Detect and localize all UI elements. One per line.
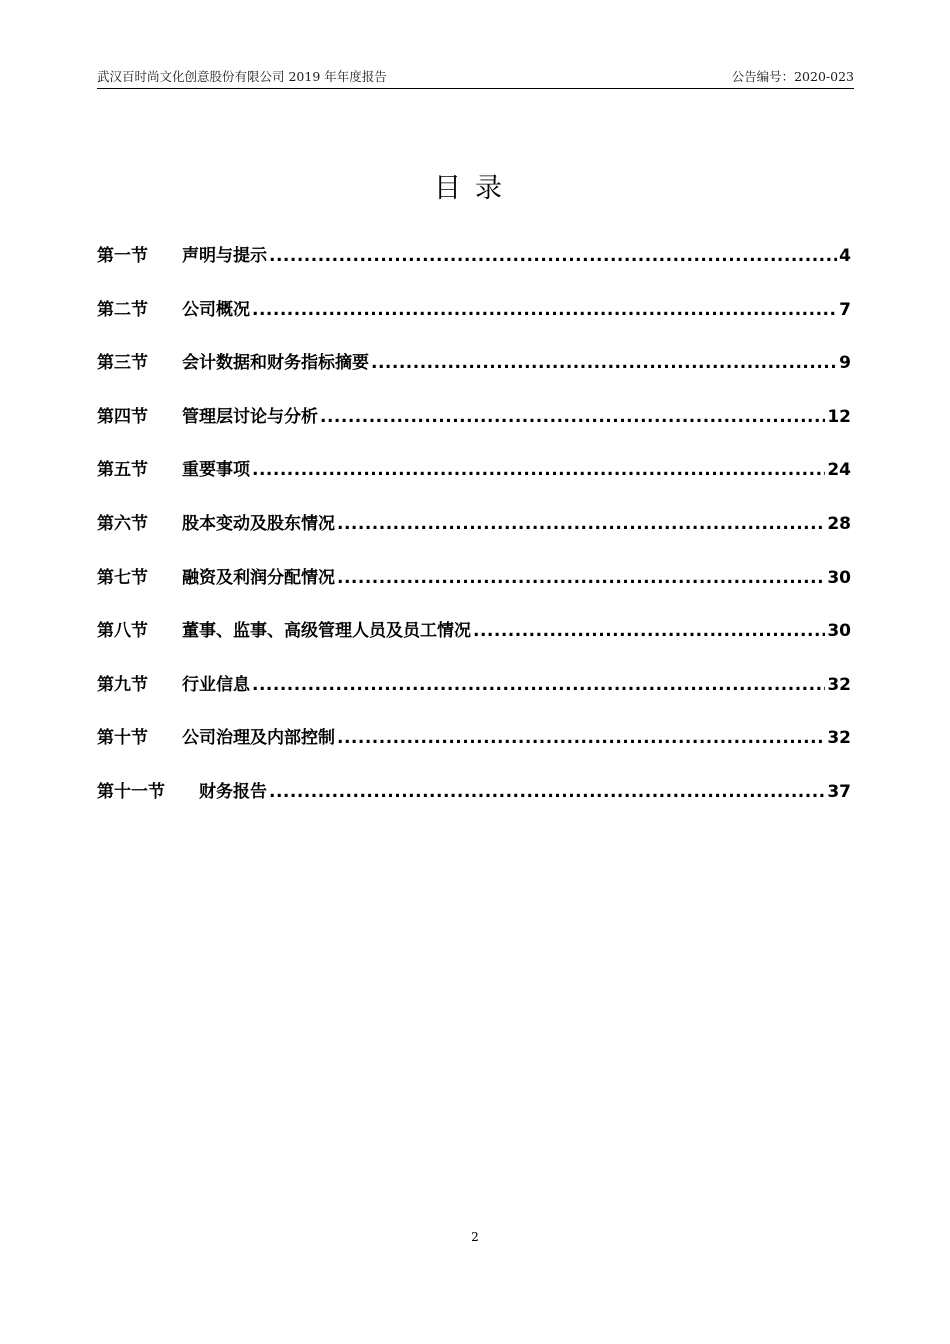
toc-entry-4[interactable] [97, 401, 851, 455]
header-announcement-number: 公告编号：2020-023 [731, 69, 854, 84]
toc-section-number: 第四节 [97, 406, 148, 427]
toc-section-title: 融资及利润分配情况 [182, 567, 335, 588]
toc-page-number: 12 [827, 406, 851, 427]
toc-entry-1[interactable] [97, 240, 851, 294]
toc-section-title: 声明与提示 [182, 246, 267, 266]
toc-section-number: 第十一节 [97, 781, 165, 802]
toc-page-number: 24 [827, 460, 851, 481]
toc-section-number: 第二节 [97, 299, 148, 320]
toc-title: 目录 [434, 173, 516, 204]
toc-page-number: 7 [839, 299, 851, 320]
toc-dot-leader [337, 562, 825, 594]
toc-dot-leader [252, 294, 837, 326]
toc-dot-leader [473, 615, 825, 647]
toc-entry-7[interactable] [97, 562, 851, 616]
toc-dot-leader [320, 401, 825, 433]
toc-dot-leader [269, 240, 837, 272]
toc-page-number: 4 [839, 246, 851, 266]
toc-section-title: 公司治理及内部控制 [182, 728, 335, 749]
footer-page-number: 2 [471, 1230, 479, 1244]
toc-section-number: 第六节 [97, 513, 148, 534]
toc-section-number: 第五节 [97, 460, 148, 481]
toc-entry-2[interactable] [97, 294, 851, 348]
toc-section-number: 第八节 [97, 621, 148, 642]
toc-dot-leader [252, 454, 825, 486]
toc-dot-leader [337, 508, 825, 540]
toc-entry-8[interactable] [97, 615, 851, 669]
toc-section-number: 第七节 [97, 567, 148, 588]
header-report-title: 武汉百时尚文化创意股份有限公司 2019 年年度报告 [97, 69, 387, 84]
toc-page-number: 32 [827, 728, 851, 749]
toc-page-number: 30 [827, 567, 851, 588]
table-of-contents [97, 240, 851, 830]
toc-page-number: 30 [827, 621, 851, 642]
toc-dot-leader [269, 776, 825, 808]
toc-section-title: 行业信息 [182, 674, 250, 695]
toc-section-title: 重要事项 [182, 460, 250, 481]
page-header [97, 70, 854, 89]
toc-dot-leader [337, 722, 825, 754]
toc-section-title: 财务报告 [199, 781, 267, 802]
toc-section-title: 会计数据和财务指标摘要 [182, 353, 369, 374]
toc-entry-11[interactable] [97, 776, 851, 830]
toc-entry-5[interactable] [97, 454, 851, 508]
toc-page-number: 9 [839, 353, 851, 374]
toc-entry-10[interactable] [97, 722, 851, 776]
toc-entry-9[interactable] [97, 669, 851, 723]
toc-dot-leader [252, 669, 825, 701]
toc-section-title: 董事、监事、高级管理人员及员工情况 [182, 621, 471, 642]
toc-page-number: 37 [827, 781, 851, 802]
toc-section-number: 第一节 [97, 246, 148, 266]
toc-section-number: 第三节 [97, 353, 148, 374]
toc-dot-leader [371, 347, 837, 379]
toc-page-number: 28 [827, 513, 851, 534]
toc-section-number: 第九节 [97, 674, 148, 695]
toc-entry-6[interactable] [97, 508, 851, 562]
toc-section-number: 第十节 [97, 728, 148, 749]
toc-section-title: 股本变动及股东情况 [182, 513, 335, 534]
toc-section-title: 公司概况 [182, 299, 250, 320]
toc-section-title: 管理层讨论与分析 [182, 406, 318, 427]
toc-page-number: 32 [827, 674, 851, 695]
toc-entry-3[interactable] [97, 347, 851, 401]
